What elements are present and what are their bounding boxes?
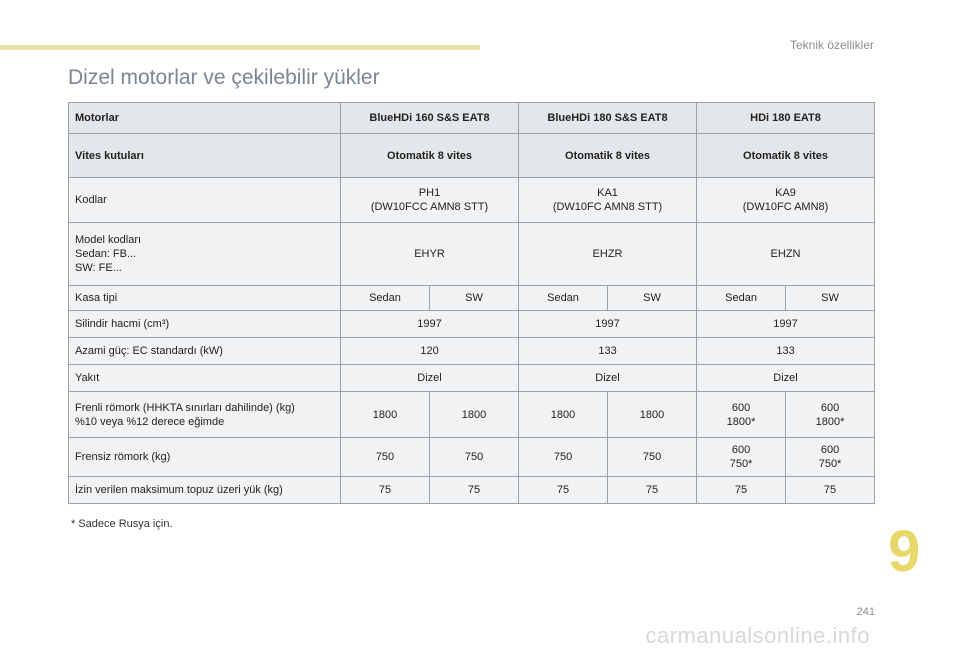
fuel-cell: Dizel bbox=[341, 365, 519, 392]
displacement-cell: 1997 bbox=[697, 311, 875, 338]
row-label-nose-weight: İzin verilen maksimum topuz üzeri yük (kg) bbox=[69, 477, 341, 504]
page-number: 241 bbox=[856, 606, 875, 618]
engine-cell: HDi 180 EAT8 bbox=[697, 103, 875, 134]
max-power-cell: 120 bbox=[341, 338, 519, 365]
row-label-fuel: Yakıt bbox=[69, 365, 341, 392]
table-row-fuel bbox=[69, 365, 875, 392]
row-label-model-codes: Model kodları Sedan: FB... SW: FE... bbox=[69, 223, 341, 286]
row-label-gearbox: Vites kutuları bbox=[69, 134, 341, 178]
unbraked-trailer-cell: 600 750* bbox=[697, 438, 786, 477]
row-label-unbraked-trailer: Frensiz römork (kg) bbox=[69, 438, 341, 477]
body-type-cell: SW bbox=[786, 286, 875, 311]
engine-cell: BlueHDi 160 S&S EAT8 bbox=[341, 103, 519, 134]
unbraked-trailer-cell: 750 bbox=[430, 438, 519, 477]
table-row-codes bbox=[69, 178, 875, 223]
nose-weight-cell: 75 bbox=[430, 477, 519, 504]
code-cell: PH1 (DW10FCC AMN8 STT) bbox=[341, 178, 519, 223]
unbraked-trailer-cell: 750 bbox=[341, 438, 430, 477]
displacement-cell: 1997 bbox=[519, 311, 697, 338]
nose-weight-cell: 75 bbox=[519, 477, 608, 504]
row-label-body-type: Kasa tipi bbox=[69, 286, 341, 311]
chapter-number: 9 bbox=[888, 519, 921, 584]
table-row-nose-weight bbox=[69, 477, 875, 504]
braked-trailer-cell: 600 1800* bbox=[786, 392, 875, 438]
nose-weight-cell: 75 bbox=[786, 477, 875, 504]
engine-cell: BlueHDi 180 S&S EAT8 bbox=[519, 103, 697, 134]
body-type-cell: SW bbox=[608, 286, 697, 311]
braked-trailer-cell: 1800 bbox=[341, 392, 430, 438]
table-row-braked-trailer bbox=[69, 392, 875, 438]
code-cell: KA1 (DW10FC AMN8 STT) bbox=[519, 178, 697, 223]
footnote: * Sadece Rusya için. bbox=[71, 518, 173, 530]
gearbox-cell: Otomatik 8 vites bbox=[341, 134, 519, 178]
row-label-max-power: Azami güç: EC standardı (kW) bbox=[69, 338, 341, 365]
nose-weight-cell: 75 bbox=[697, 477, 786, 504]
body-type-cell: Sedan bbox=[697, 286, 786, 311]
model-code-cell: EHYR bbox=[341, 223, 519, 286]
fuel-cell: Dizel bbox=[697, 365, 875, 392]
row-label-displacement: Silindir hacmi (cm³) bbox=[69, 311, 341, 338]
row-label-braked-trailer: Frenli römork (HHKTA sınırları dahilinde) (kg) %10 veya %12 derece eğimde bbox=[69, 392, 341, 438]
diesel-engine-spec-table bbox=[68, 102, 875, 504]
max-power-cell: 133 bbox=[519, 338, 697, 365]
table-row-max-power bbox=[69, 338, 875, 365]
chapter-name: Teknik özellikler bbox=[789, 38, 874, 52]
fuel-cell: Dizel bbox=[519, 365, 697, 392]
braked-trailer-cell: 1800 bbox=[608, 392, 697, 438]
unbraked-trailer-cell: 600 750* bbox=[786, 438, 875, 477]
model-code-cell: EHZR bbox=[519, 223, 697, 286]
table-row-displacement bbox=[69, 311, 875, 338]
nose-weight-cell: 75 bbox=[341, 477, 430, 504]
header-accent-bar bbox=[0, 45, 480, 50]
page-title: Dizel motorlar ve çekilebilir yükler bbox=[68, 66, 380, 89]
nose-weight-cell: 75 bbox=[608, 477, 697, 504]
braked-trailer-cell: 1800 bbox=[430, 392, 519, 438]
unbraked-trailer-cell: 750 bbox=[608, 438, 697, 477]
table-row-body-type bbox=[69, 286, 875, 311]
gearbox-cell: Otomatik 8 vites bbox=[697, 134, 875, 178]
unbraked-trailer-cell: 750 bbox=[519, 438, 608, 477]
body-type-cell: Sedan bbox=[519, 286, 608, 311]
displacement-cell: 1997 bbox=[341, 311, 519, 338]
code-cell: KA9 (DW10FC AMN8) bbox=[697, 178, 875, 223]
table-row-model-codes bbox=[69, 223, 875, 286]
braked-trailer-cell: 1800 bbox=[519, 392, 608, 438]
table-row-engines bbox=[69, 103, 875, 134]
table-row-unbraked-trailer bbox=[69, 438, 875, 477]
max-power-cell: 133 bbox=[697, 338, 875, 365]
row-label-engines: Motorlar bbox=[69, 103, 341, 134]
body-type-cell: SW bbox=[430, 286, 519, 311]
braked-trailer-cell: 600 1800* bbox=[697, 392, 786, 438]
table-row-gearbox bbox=[69, 134, 875, 178]
watermark: carmanualsonline.info bbox=[645, 623, 870, 648]
gearbox-cell: Otomatik 8 vites bbox=[519, 134, 697, 178]
row-label-codes: Kodlar bbox=[69, 178, 341, 223]
model-code-cell: EHZN bbox=[697, 223, 875, 286]
body-type-cell: Sedan bbox=[341, 286, 430, 311]
